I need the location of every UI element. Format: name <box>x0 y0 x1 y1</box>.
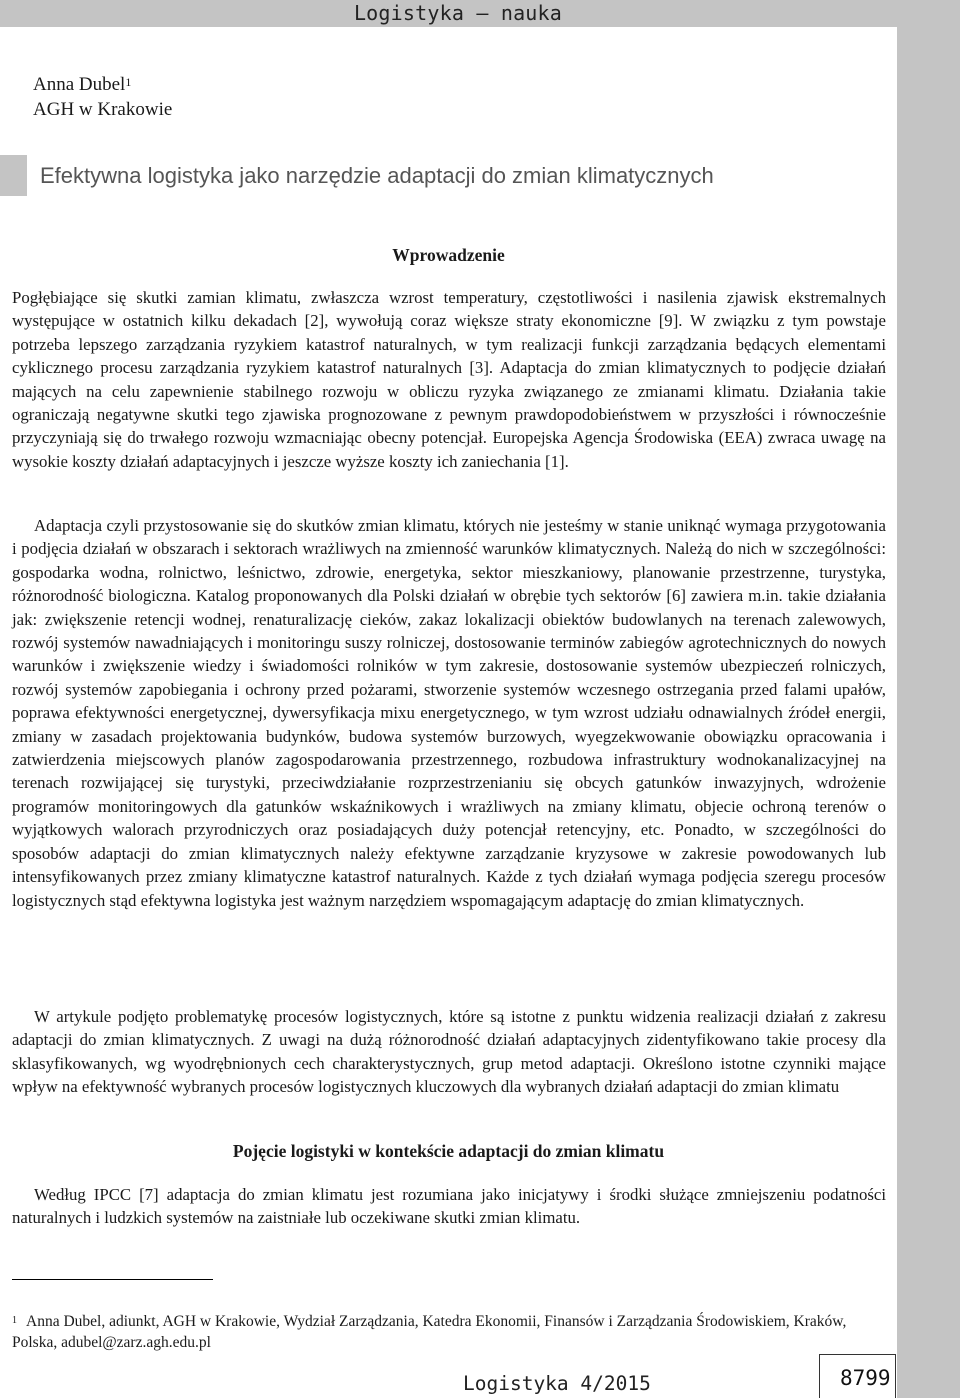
footnote <box>12 1311 892 1353</box>
footnote-text: Anna Dubel, adiunkt, AGH w Krakowie, Wydział Zarządzania, Katedra Ekonomii, Finansów i Zarządzania Środowiskiem, Kraków, Polska, adubel@zarz.agh.edu.pl <box>12 1313 847 1351</box>
title-accent <box>0 155 27 196</box>
footer-journal: Logistyka 4/2015 <box>463 1372 651 1395</box>
paragraph-intro-3: W artykule podjęto problematykę procesów logistycznych, które są istotne z punktu widzenia realizacji działań z zakresu adaptacji do zmian klimatycznych. Z uwagi na dużą różnorodność działań adaptacyjnych zidentyfikowano takie procesy dla sklasyfikowanych, wg wyodrębnionych cech charakterystycznych, grup metod adaptacji. Określono istotne czynniki mające wpływ na efektywność wybranych procesów logistycznych kluczowych dla wybranych działań adaptacji do zmian klimatu <box>12 1007 886 1097</box>
author-footnote-mark: 1 <box>125 75 132 89</box>
footnote-divider <box>12 1279 213 1280</box>
footnote-mark: 1 <box>12 1315 17 1326</box>
running-header: Logistyka – nauka <box>353 1 563 25</box>
author-name: Anna Dubel <box>33 74 126 95</box>
side-strip <box>897 27 960 1398</box>
paragraph-concept-1: Według IPCC [7] adaptacja do zmian klimatu jest rozumiana jako inicjatywy i środki służące zmniejszeniu podatności naturalnych i ludzkich systemów na zaistniałe lub oczekiwane skutki zmian klimatu. <box>12 1185 886 1228</box>
paragraph-intro-1: Pogłębiające się skutki zamian klimatu, zwłaszcza wzrost temperatury, częstotliwości i nasilenia zjawisk ekstremalnych występujące w ostatnich kilku dekadach [2], wywołują coraz większe straty ekonomiczne [9]. W związku z tym powstaje potrzeba lepszego zarządzania ryzykiem katastrof naturalnych, w tym realizacji funkcji zarządzania będących elementami cyklicznego procesu zarządzania ryzykiem katastrof naturalnych [3]. Adaptacja do zmian klimatycznych to podjęcie działań mających na celu zapewnienie stabilnego rozwoju w obliczu ryzyka związanego ze zmianami klimatu. Działania takie ograniczają negatywne skutki tego zjawiska prognozowane z pewnym prawdopodobieństwem w przyszłości i równocześnie przyczyniają się do trwałego rozwoju wzmacniając obecny potencjał. Europejska Agencja Środowiska (EEA) zwraca uwagę na wysokie koszty działań adaptacyjnych i jeszcze wyższe koszty ich zaniechania [1]. <box>12 288 886 471</box>
section-heading-intro: Wprowadzenie <box>392 245 505 265</box>
author-name-line <box>33 72 172 97</box>
paragraph-intro-2: Adaptacja czyli przystosowanie się do skutków zmian klimatu, których nie jesteśmy w stanie uniknąć wymaga przygotowania i podjęcia działań w obszarach i sektorach wrażliwych na zmienność warunków klimatycznych. Należą do nich w szczególności: gospodarka wodna, rolnictwo, leśnictwo, zdrowie, energetyka, sektor mieszkaniowy, planowanie przestrzenne, turystyka, różnorodność biologiczna. Katalog proponowanych dla Polski działań w obrębie tych sektorów [6] zawiera m.in. takie działania jak: zwiększenie retencji wodnej, renaturalizację cieków, zakaz lokalizacji obiektów budowlanych na terenach zalewowych, rozwój systemów nawadniających i monitoringu suszy rolniczej, dostosowanie terminów zabiegów agrotechnicznych do nowych warunków i zwiększenie wiedzy i świadomości rolników w tym zakresie, dostosowanie systemów ubezpieczeń rolniczych, rozwój systemów zapobiegania i ochrony przed pożarami, stworzenie systemów wczesnego ostrzegania przed falami upałów, poprawa efektywności energetycznej, dywersyfikacja mixu energetycznego, w tym wzrost udziału odnawialnych źródeł energii, zmiany w zasadach projektowania budynków, budowa systemów burzowych, wyegzekwowanie obowiązku opracowania i zatwierdzenia miejscowych planów zagospodarowania przestrzennego, rozbudowa infrastruktury wodnokanalizacyjnej na terenach rozwijającej się turystyki, przeciwdziałanie rozprzestrzenianiu się obcych gatunków inwazyjnych, wdrożenie programów monitoringowych dla gatunków wskaźnikowych i wrażliwych na zmiany klimatu, objecie ochroną terenów o wyjątkowych walorach przyrodniczych oraz posiadających duży potencjał retencyjny, etc. Ponadto, w szczególności do sposobów adaptacji do zmian klimatycznych należy efektywne zarządzanie kryzysowe w zakresie powodowanych lub intensyfikowanych przez zmiany klimatyczne katastrof naturalnych. Każde z tych działań wymaga podjęcia szeregu procesów logistycznych stąd efektywna logistyka jest ważnym narzędziem wspomagającym adaptację do zmian klimatycznych. <box>12 516 886 910</box>
paper-title: Efektywna logistyka jako narzędzie adaptacji do zmian klimatycznych <box>40 163 714 188</box>
section-heading-concept: Pojęcie logistyki w kontekście adaptacji do zmian klimatu <box>232 1141 665 1161</box>
page-number: 8799 <box>840 1366 891 1390</box>
author-block <box>33 72 172 122</box>
author-affiliation: AGH w Krakowie <box>33 99 173 120</box>
